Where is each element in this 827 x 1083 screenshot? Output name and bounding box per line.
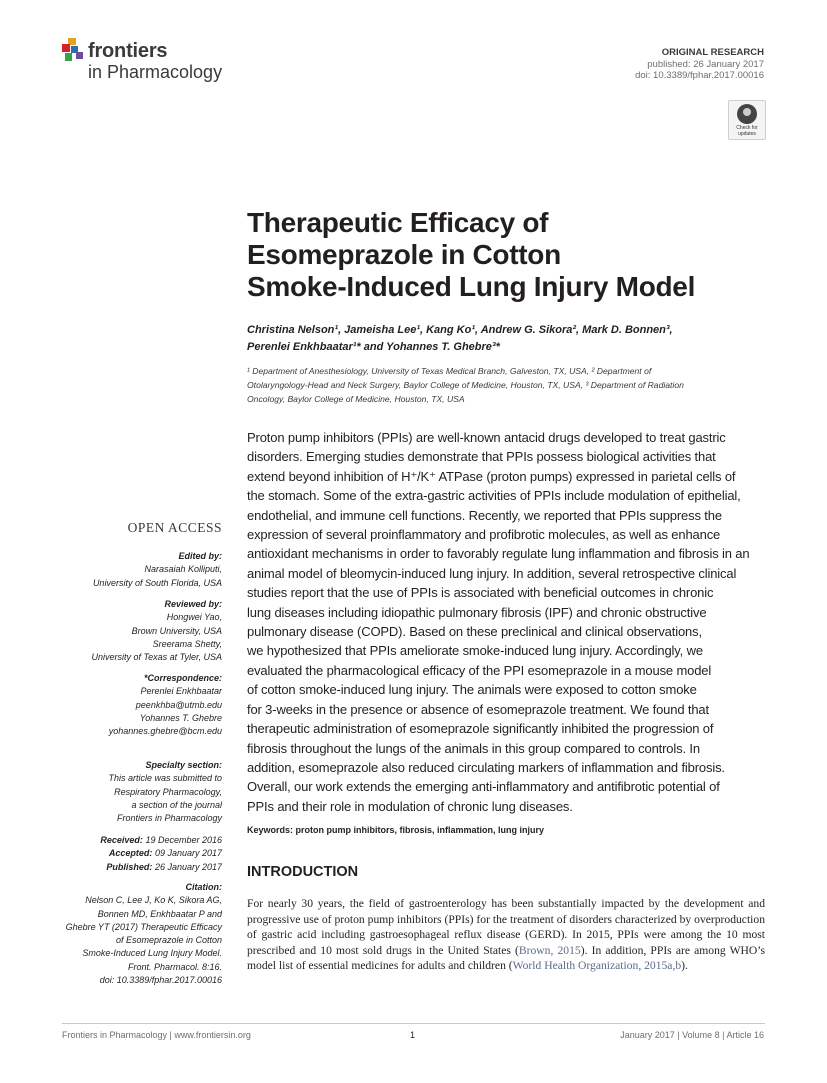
reviewer-name: Sreerama Shetty, (152, 638, 222, 649)
edited-by-block (52, 550, 222, 590)
author-line: Christina Nelson¹, Jameisha Lee¹, Kang Ko¹, Andrew G. Sikora², Mark D. Bonnen³, (247, 324, 673, 336)
citation-doi[interactable]: doi: 10.3389/fphar.2017.00016 (99, 975, 222, 986)
abstract (247, 428, 765, 816)
abstract-line: the stomach. Some of the extra-gastric activities of PPIs include modulation of epithelial, (247, 488, 741, 504)
citation-line: Bonnen MD, Enkhbaatar P and (97, 908, 222, 919)
specialty-line: Frontiers in Pharmacology (116, 813, 222, 824)
reviewed-by-label: Reviewed by: (164, 599, 222, 609)
specialty-line: Respiratory Pharmacology, (114, 786, 222, 797)
frontiers-logo-icon (62, 38, 84, 62)
abstract-line: addition, esomeprazole also reduced circulating markers of inflammation and fibrosis. (247, 759, 725, 775)
page-number: 1 (410, 1030, 416, 1040)
citation-link[interactable]: Brown, 2015 (518, 943, 581, 957)
keywords-label: Keywords: (247, 825, 294, 835)
check-for-updates-button[interactable] (728, 100, 766, 140)
title-line: Esomeprazole in Cotton (247, 239, 561, 270)
introduction-paragraph (247, 896, 765, 974)
article-type: ORIGINAL RESEARCH (661, 47, 764, 58)
received-date: 19 December 2016 (145, 835, 222, 845)
check-updates-label-2: updates (738, 131, 756, 137)
citation-line: of Esomeprazole in Cotton (115, 935, 222, 946)
abstract-line: animal model of bleomycin-induced lung injury. In addition, several retrospective clinical (247, 565, 737, 581)
doi-link[interactable]: doi: 10.3389/fphar.2017.00016 (635, 70, 764, 81)
abstract-line: studies report that the use of PPIs is associated with beneficial outcomes in chronic (247, 585, 714, 601)
abstract-line: lung diseases including idiopathic pulmonary fibrosis (IPF) and chronic obstructive (247, 604, 707, 620)
journal-brand[interactable]: frontiers (88, 40, 168, 62)
abstract-line: fibrosis throughout the lungs of the animals in this group compared to controls. In (247, 740, 700, 756)
accepted-date: 09 January 2017 (154, 848, 222, 859)
abstract-line: PPIs and their role in modulation of chronic lung diseases. (247, 798, 573, 814)
affiliations (247, 364, 767, 406)
edited-by-label: Edited by: (178, 551, 222, 561)
correspondent-name: Yohannes T. Ghebre (139, 712, 222, 723)
abstract-line: disorders. Emerging studies demonstrate that PPIs possess biological activities that (247, 449, 716, 465)
correspondence-label: *Correspondence: (143, 673, 222, 683)
open-access-label: OPEN ACCESS (127, 520, 222, 535)
author-list (247, 322, 767, 356)
intro-text: ). (681, 959, 688, 973)
footer-divider (62, 1023, 765, 1024)
published-label: Published: (106, 861, 153, 872)
reviewer-affiliation: University of Texas at Tyler, USA (91, 652, 222, 663)
editor-affiliation: University of South Florida, USA (92, 577, 222, 588)
reviewer-name: Hongwei Yao, (166, 612, 222, 623)
intro-text: ). In addition, PPIs are among WHO’s model list of essential medicines for adults and children ( (247, 943, 766, 973)
citation-block (52, 881, 222, 987)
author-line: Perenlei Enkhbaatar¹* and Yohannes T. Ghebre³* (247, 341, 500, 353)
article-header-meta (635, 47, 764, 82)
correspondent-name: Perenlei Enkhbaatar (140, 686, 222, 697)
abstract-line: pulmonary disease (COPD). Based on these preclinical and clinical observations, (247, 624, 702, 640)
affiliation-line: Oncology, Baylor College of Medicine, Houston, TX, USA (247, 394, 465, 404)
abstract-line: Proton pump inhibitors (PPIs) are well-known antacid drugs developed to treat gastric (247, 430, 726, 445)
affiliation-line: ¹ Department of Anesthesiology, University of Texas Medical Branch, Galveston, TX, USA, ² Department of (247, 366, 652, 376)
accepted-label: Accepted: (108, 848, 153, 859)
keywords-value: proton pump inhibitors, fibrosis, inflammation, lung injury (295, 825, 545, 835)
specialty-line: a section of the journal (131, 799, 222, 810)
footer-journal-link[interactable]: Frontiers in Pharmacology | www.frontiersin.org (62, 1030, 251, 1040)
article-title (247, 207, 767, 303)
abstract-line: antioxidant mechanisms in order to favorably regulate lung inflammation and fibrosis in an (247, 546, 750, 562)
crossmark-icon (737, 104, 757, 124)
editor-name: Narasaiah Kolliputi, (144, 564, 222, 575)
specialty-line: This article was submitted to (108, 773, 222, 784)
abstract-line: evaluated the pharmacological efficacy of the PPI esomeprazole in a mouse model (247, 662, 712, 678)
reviewed-by-block (52, 598, 222, 664)
abstract-line: of cotton smoke-induced lung injury. The animals were exposed to cotton smoke (247, 682, 697, 698)
received-label: Received: (100, 835, 143, 845)
citation-line: Ghebre YT (2017) Therapeutic Efficacy (65, 921, 222, 932)
abstract-line: Overall, our work extends the emerging anti-inflammatory and antifibrotic potential of (247, 779, 720, 795)
title-line: Therapeutic Efficacy of (247, 207, 549, 238)
title-line: Smoke-Induced Lung Injury Model (247, 271, 696, 302)
abstract-line: expression of several proinflammatory and profibrotic molecules, as well as enhance (247, 527, 721, 543)
abstract-line: we hypothesized that PPIs ameliorate smoke-induced lung injury. Accordingly, we (247, 643, 703, 659)
citation-label: Citation: (185, 882, 222, 892)
keywords (247, 825, 765, 835)
check-updates-label-1: Check for (736, 125, 758, 131)
correspondence-block (52, 672, 222, 738)
citation-line: Nelson C, Lee J, Ko K, Sikora AG, (85, 895, 222, 906)
affiliation-line: Otolaryngology-Head and Neck Surgery, Baylor College of Medicine, Houston, TX, USA, ³ Department of Radiation (247, 380, 684, 390)
abstract-line: extend beyond inhibition of H⁺/K⁺ ATPase (proton pumps) expressed in parietal cells of (247, 468, 736, 484)
intro-text: For nearly 30 years, the field of gastroenterology has been substantially impacted by the development and progressive use of proton pump inhibitors (PPIs) for the treatment of disorders characterized by overproduction of gastric acid including gastroesophageal reflux disease (GERD). In 2015, PPIs were among the 10 most prescribed and 10 most sold drugs in the United States ( (247, 897, 765, 957)
journal-name[interactable]: in Pharmacology (88, 62, 223, 82)
abstract-line: therapeutic administration of esomeprazole significantly inhibited the progression of (247, 721, 714, 737)
citation-line: Smoke-Induced Lung Injury Model. (82, 948, 222, 959)
section-heading-introduction: INTRODUCTION (247, 864, 359, 880)
published-date: published: 26 January 2017 (647, 58, 764, 70)
abstract-line: endothelial, and immune cell functions. Recently, we reported that PPIs suppress the (247, 507, 722, 523)
correspondent-email[interactable]: peenkhba@utmb.edu (135, 699, 222, 710)
published-date-side: 26 January 2017 (154, 861, 222, 872)
citation-line: Front. Pharmacol. 8:16. (127, 961, 222, 972)
abstract-line: for 3-weeks in the presence or absence of esomeprazole treatment. We found that (247, 701, 709, 717)
correspondent-email[interactable]: yohannes.ghebre@bcm.edu (108, 726, 222, 737)
specialty-section-block (52, 759, 222, 825)
citation-link[interactable]: World Health Organization, 2015a,b (512, 959, 682, 973)
dates-block (52, 834, 222, 874)
footer-issue-info: January 2017 | Volume 8 | Article 16 (620, 1030, 764, 1040)
specialty-label: Specialty section: (145, 760, 222, 770)
reviewer-affiliation: Brown University, USA (131, 625, 222, 636)
